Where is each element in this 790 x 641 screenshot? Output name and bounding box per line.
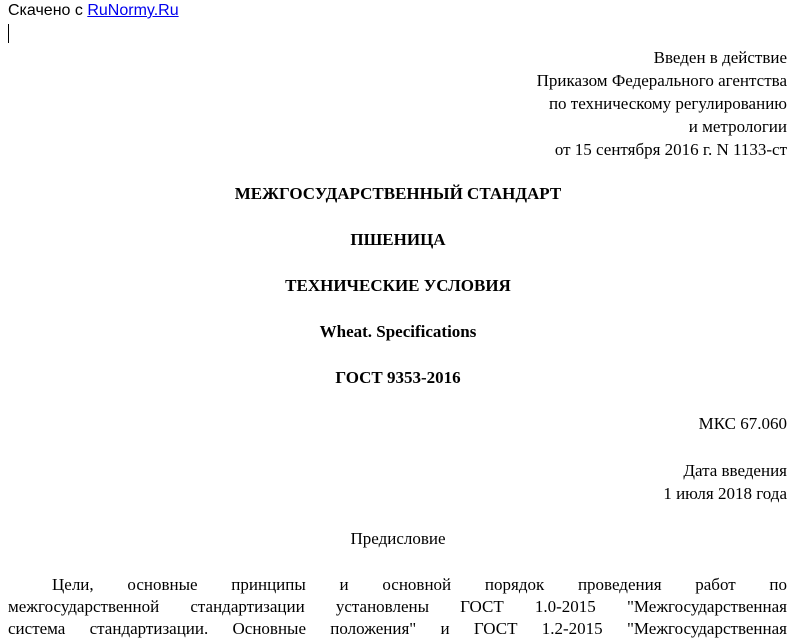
standard-name: ПШЕНИЦА [350,230,446,249]
preface-line: межгосударственной стандартизации установлены ГОСТ 1.0-2015 "Межгосударственная [8,597,787,616]
preface-line: Цели, основные принципы и основной порядок проведения работ по [52,575,787,594]
enactment-line: Приказом Федерального агентства [536,71,787,90]
enactment-line: Введен в действие [653,48,787,67]
standard-code: ГОСТ 9353-2016 [335,368,461,387]
intro-date-value: 1 июля 2018 года [663,484,787,503]
download-source-line [8,2,179,20]
standard-subtitle: ТЕХНИЧЕСКИЕ УСЛОВИЯ [285,276,511,295]
download-prefix: Скачено с [8,2,83,19]
mks-code: МКС 67.060 [698,414,787,433]
enactment-line: по техническому регулированию [548,94,787,113]
standard-category: МЕЖГОСУДАРСТВЕННЫЙ СТАНДАРТ [234,184,562,203]
text-cursor [8,24,9,43]
enactment-line: и метрологии [688,117,787,136]
standard-english-title: Wheat. Specifications [319,322,477,341]
preface-paragraph [8,574,787,640]
intro-date-label: Дата введения [683,461,787,480]
preface-heading: Предисловие [350,529,446,548]
enactment-block [537,46,787,161]
runormy-link[interactable]: RuNormy.Ru [87,2,179,19]
preface-line: система стандартизации. Основные положения" и ГОСТ 1.2-2015 "Межгосударственная [8,619,787,638]
enactment-line: от 15 сентября 2016 г. N 1133-ст [554,140,787,159]
